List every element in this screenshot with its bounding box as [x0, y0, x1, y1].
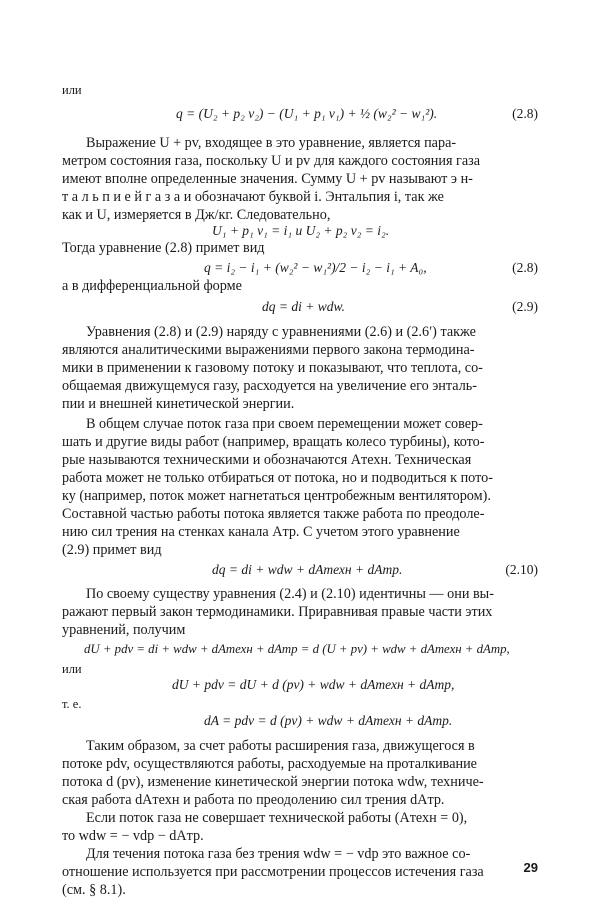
- text-line: отношение используется при рассмотрении процессов истечения газа: [62, 864, 484, 880]
- text-line: работа может не только отбираться от потока, но и подводиться к пото-: [62, 470, 493, 486]
- text-line: общаемая движущемуся газу, расходуется на увеличение его энталь-: [62, 378, 477, 394]
- text-line: нию сил трения на стенках канала Aтр. С учетом этого уравнение: [62, 524, 460, 540]
- text-line: (см. § 8.1).: [62, 882, 126, 898]
- text-line: т а л ь п и е й г а з а и обозначают буквой i. Энтальпия i, так же: [62, 189, 444, 205]
- text-line: (2.9) примет вид: [62, 542, 162, 558]
- equation-combined-2: dU + pdv = dU + d (pv) + wdw + dAтехн + dAтр,: [172, 677, 455, 692]
- equation-2-9: dq = di + wdw.: [262, 299, 345, 314]
- text-line: потоке pdv, осуществляются работы, расходуемые на проталкивание: [62, 756, 477, 772]
- page-number: 29: [523, 860, 538, 875]
- equation-number-2-10: (2.10): [505, 562, 538, 577]
- text-line: рые называются техническими и обозначаются Aтехн. Техническая: [62, 452, 472, 468]
- text-line: Составной частью работы потока является также работа по преодоле-: [62, 506, 485, 522]
- text-line: Тогда уравнение (2.8) примет вид: [62, 240, 265, 256]
- text-line: являются аналитическими выражениями первого закона термодина-: [62, 342, 475, 358]
- or-word: или: [62, 662, 82, 676]
- equation-number-2-9: (2.9): [512, 299, 538, 314]
- text-line: Для течения потока газа без трения wdw = − vdp это важное со-: [86, 846, 471, 862]
- text-line: шать и другие виды работ (например, вращать колесо турбины), кото-: [62, 434, 485, 450]
- equation-number-2-8-second: (2.8): [512, 260, 538, 275]
- equation-combined-1: dU + pdv = di + wdw + dAтехн + dAтр = d (U + pv) + wdw + dAтехн + dAтр,: [84, 642, 510, 656]
- text-line: По своему существу уравнения (2.4) и (2.10) идентичны — они вы-: [86, 586, 494, 602]
- ie-word: т. е.: [62, 697, 82, 711]
- text-line: метром состояния газа, поскольку U и pv для каждого состояния газа: [62, 153, 481, 169]
- equation-number-2-8-first: (2.8): [512, 106, 538, 121]
- equation-2-8-second: q = i₂ − i₁ + (w₂² − w₁²)/2 − i₂ − i₁ + A₀,: [204, 260, 427, 275]
- text-line: мики в применении к газовому потоку и показывают, что теплота, со-: [62, 360, 483, 376]
- text-line: Выражение U + pv, входящее в это уравнение, является пара-: [86, 135, 457, 151]
- equation-combined-3: dA = pdv = d (pv) + wdw + dAтехн + dAтр.: [204, 713, 453, 728]
- text-line: как и U, измеряется в Дж/кг. Следовательно,: [62, 207, 331, 223]
- text-line: уравнений, получим: [62, 622, 186, 638]
- equation-enthalpy: U₁ + p₁ v₁ = i₁ и U₂ + p₂ v₂ = i₂.: [212, 223, 390, 238]
- text-line: Уравнения (2.8) и (2.9) наряду с уравнениями (2.6) и (2.6′) также: [86, 324, 476, 340]
- text-line: имеют вполне определенные значения. Сумму U + pv называют э н-: [62, 171, 473, 187]
- intro-word: или: [62, 83, 82, 97]
- text-line: В общем случае поток газа при своем перемещении может совер-: [86, 416, 483, 432]
- text-line: пии и внешней кинетической энергии.: [62, 396, 295, 412]
- equation-2-10: dq = di + wdw + dAтехн + dAтр.: [212, 562, 403, 577]
- text-line: потока d (pv), изменение кинетической энергии потока wdw, техниче-: [62, 774, 484, 790]
- text-line: то wdw = − vdp − dAтр.: [62, 828, 204, 844]
- text-line: ку (например, поток может нагнетаться центробежным вентилятором).: [62, 488, 491, 504]
- equation-2-8-first: q = (U₂ + p₂ v₂) − (U₁ + p₁ v₁) + ½ (w₂² − w₁²).: [176, 106, 438, 121]
- text-line: Если поток газа не совершает технической работы (Aтехн = 0),: [86, 810, 468, 826]
- text-line: Таким образом, за счет работы расширения газа, движущегося в: [86, 738, 475, 754]
- text-line: ражают первый закон термодинамики. Приравнивая правые части этих: [62, 604, 493, 620]
- text-line: ская работа dAтехн и работа по преодолению сил трения dAтр.: [62, 792, 445, 808]
- text-line: а в дифференциальной форме: [62, 278, 242, 294]
